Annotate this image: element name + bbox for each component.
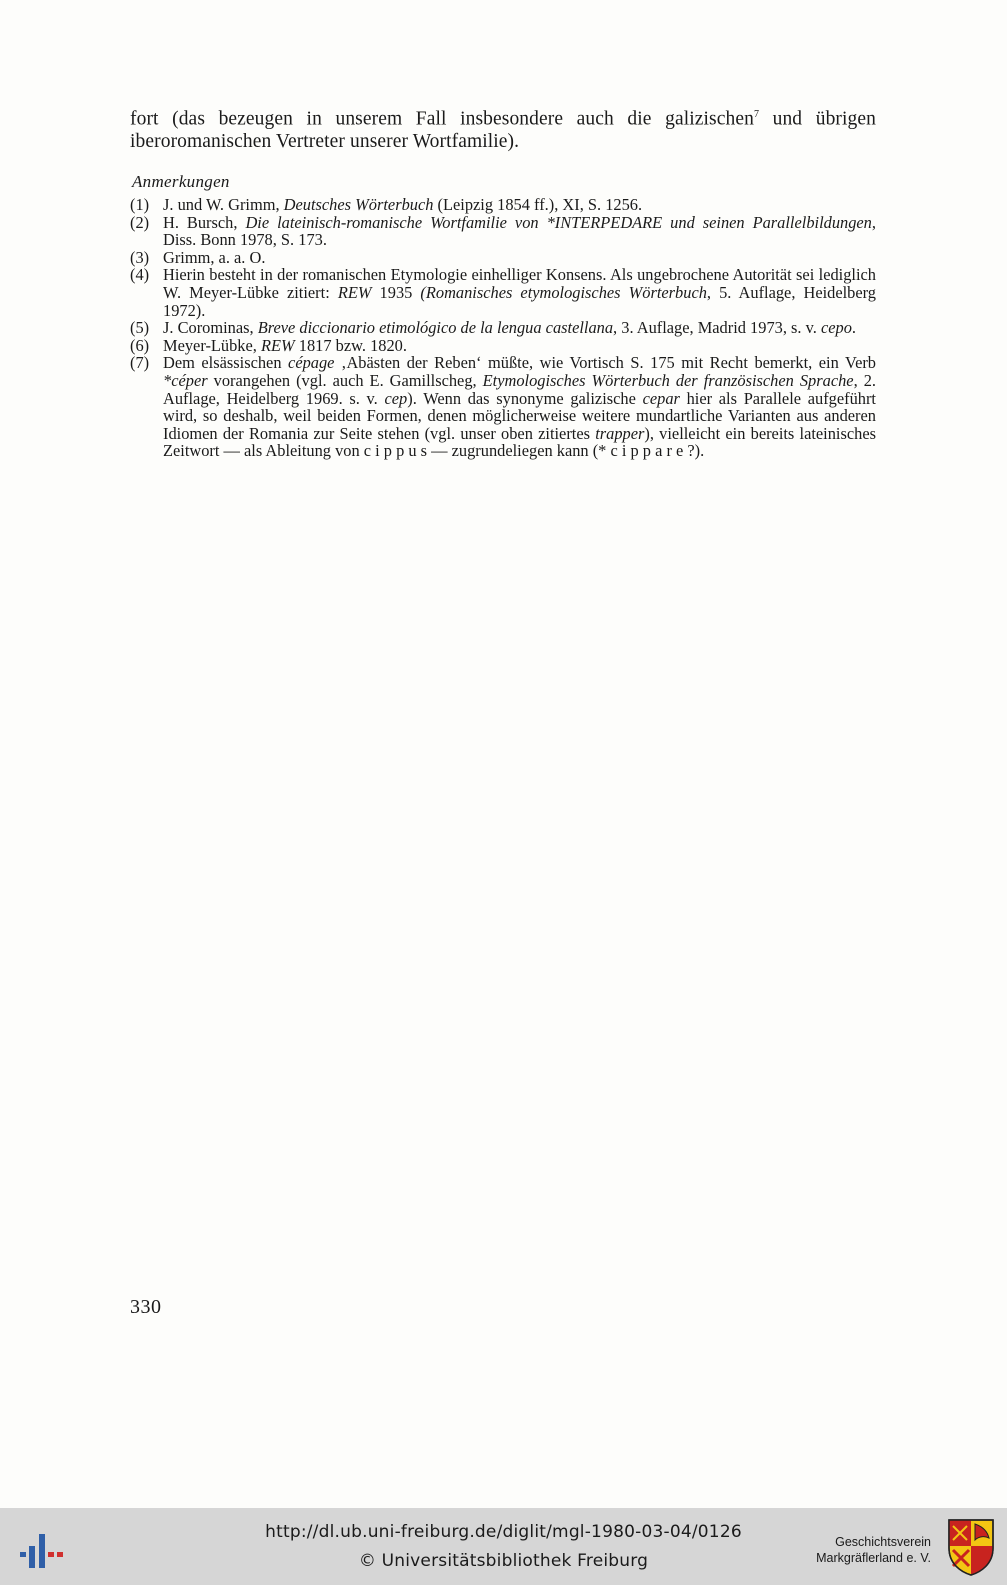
intro-paragraph [130,104,876,153]
note-text-part: J. Corominas, [163,318,258,338]
note-text [163,336,407,355]
note-3 [130,249,876,267]
note-number: (1) [130,195,150,214]
note-text [163,213,876,250]
note-term: cep [384,388,408,408]
footnote-ref-7: 7 [753,109,760,120]
footer-bar [0,1508,1007,1585]
document-url-link[interactable]: http://dl.ub.uni-freiburg.de/diglit/mgl-1980-03-04/0126 [265,1522,742,1542]
copyright-text: © Universitätsbibliothek Freiburg [358,1551,649,1571]
note-term: trapper [595,423,645,443]
note-5 [130,319,876,337]
intro-text-start: fort (das bezeugen in unserem Fall insbesondere auch die galizischen [130,108,754,130]
coat-of-arms-icon[interactable] [947,1518,995,1576]
society-line-2: Markgräflerland e. V. [816,1551,931,1565]
note-text-part: . [851,318,857,338]
note-text-part: Dem elsässischen [163,353,289,373]
note-1 [130,196,876,214]
note-title: Etymologisches Wörterbuch der französischen Sprache [482,370,854,390]
note-text-part: ), vielleicht ein bereits lateinisches Zeitwort — als Ableitung von c i p p u s — zugrundeliegen kann (* c i p p a r e ?). [163,423,876,461]
note-text-part: H. Bursch, [163,212,246,232]
note-text-part: Hierin besteht in der romanischen Etymologie einhelliger Konsens. Als ungebrochene Autorität sei lediglich W. Meyer-Lübke zitiert: [163,265,876,302]
note-title: Die lateinisch-romanische Wortfamilie von *INTERPEDARE und seinen Parallelbildungen [245,212,872,232]
note-text [163,265,876,319]
note-number: (7) [130,353,150,373]
intro-text-end: und übrigen iberoromanischen Vertreter unserer Wortfamilie). [130,108,876,152]
note-text: Grimm, a. a. O. [163,247,266,267]
note-text-part: , Diss. Bonn 1978, S. 173. [163,212,876,250]
page-number: 330 [130,1296,162,1318]
note-text-part: Meyer-Lübke, [163,335,261,355]
note-text [163,353,876,460]
note-7 [130,354,876,460]
note-6 [130,337,876,355]
note-text-part: , 5. Auflage, Heidelberg 1972). [163,282,876,320]
note-title: Breve diccionario etimológico de la lengua castellana [257,318,614,338]
note-abbrev: REW [337,282,372,302]
note-number: (6) [130,335,150,355]
note-text [163,318,856,337]
note-text-part: ). Wenn das synonyme galizische [407,388,643,408]
note-number: (3) [130,247,150,267]
note-abbrev: REW [260,335,295,355]
note-text-part: vorangehen (vgl. auch E. Gamillscheg, [207,370,483,390]
note-2 [130,214,876,249]
note-text [163,195,642,214]
note-text-part: hier als Parallele aufgeführt wird, so deshalb, weil beiden Formen, denen möglicherweise weitere mundartliche Varianten aus anderen Idiomen der Romania zur Seite stehen (vgl. unser oben zitiertes [163,388,876,443]
note-term: cepo [820,318,852,338]
note-number: (5) [130,318,150,338]
note-term: *céper [163,370,208,390]
society-line-1: Geschichtsverein [835,1535,931,1549]
note-title: Deutsches Wörterbuch [283,195,434,214]
note-term: cepar [642,388,680,408]
note-term: cépage [288,353,335,373]
note-text-part: 1817 bzw. 1820. [294,335,407,355]
note-text-part: (Leipzig 1854 ff.), XI, S. 1256. [433,195,643,214]
notes-heading: Anmerkungen [132,172,230,191]
note-text-part: , 3. Auflage, Madrid 1973, s. v. [613,318,821,338]
note-text-part: ‚Abästen der Reben‘ müßte, wie Vortisch S. 175 mit Recht bemerkt, ein Verb [334,353,876,373]
society-name [816,1534,931,1566]
note-4 [130,266,876,319]
note-text-part: J. und W. Grimm, [163,195,284,214]
note-number: (2) [130,212,150,232]
note-title: (Romanisches etymologisches Wörterbuch [420,282,707,302]
note-number: (4) [130,265,150,285]
note-text-part: 1935 [371,282,421,302]
notes-list [130,196,876,460]
note-text-part: , 2. Auflage, Heidelberg 1969. s. v. [163,370,876,408]
